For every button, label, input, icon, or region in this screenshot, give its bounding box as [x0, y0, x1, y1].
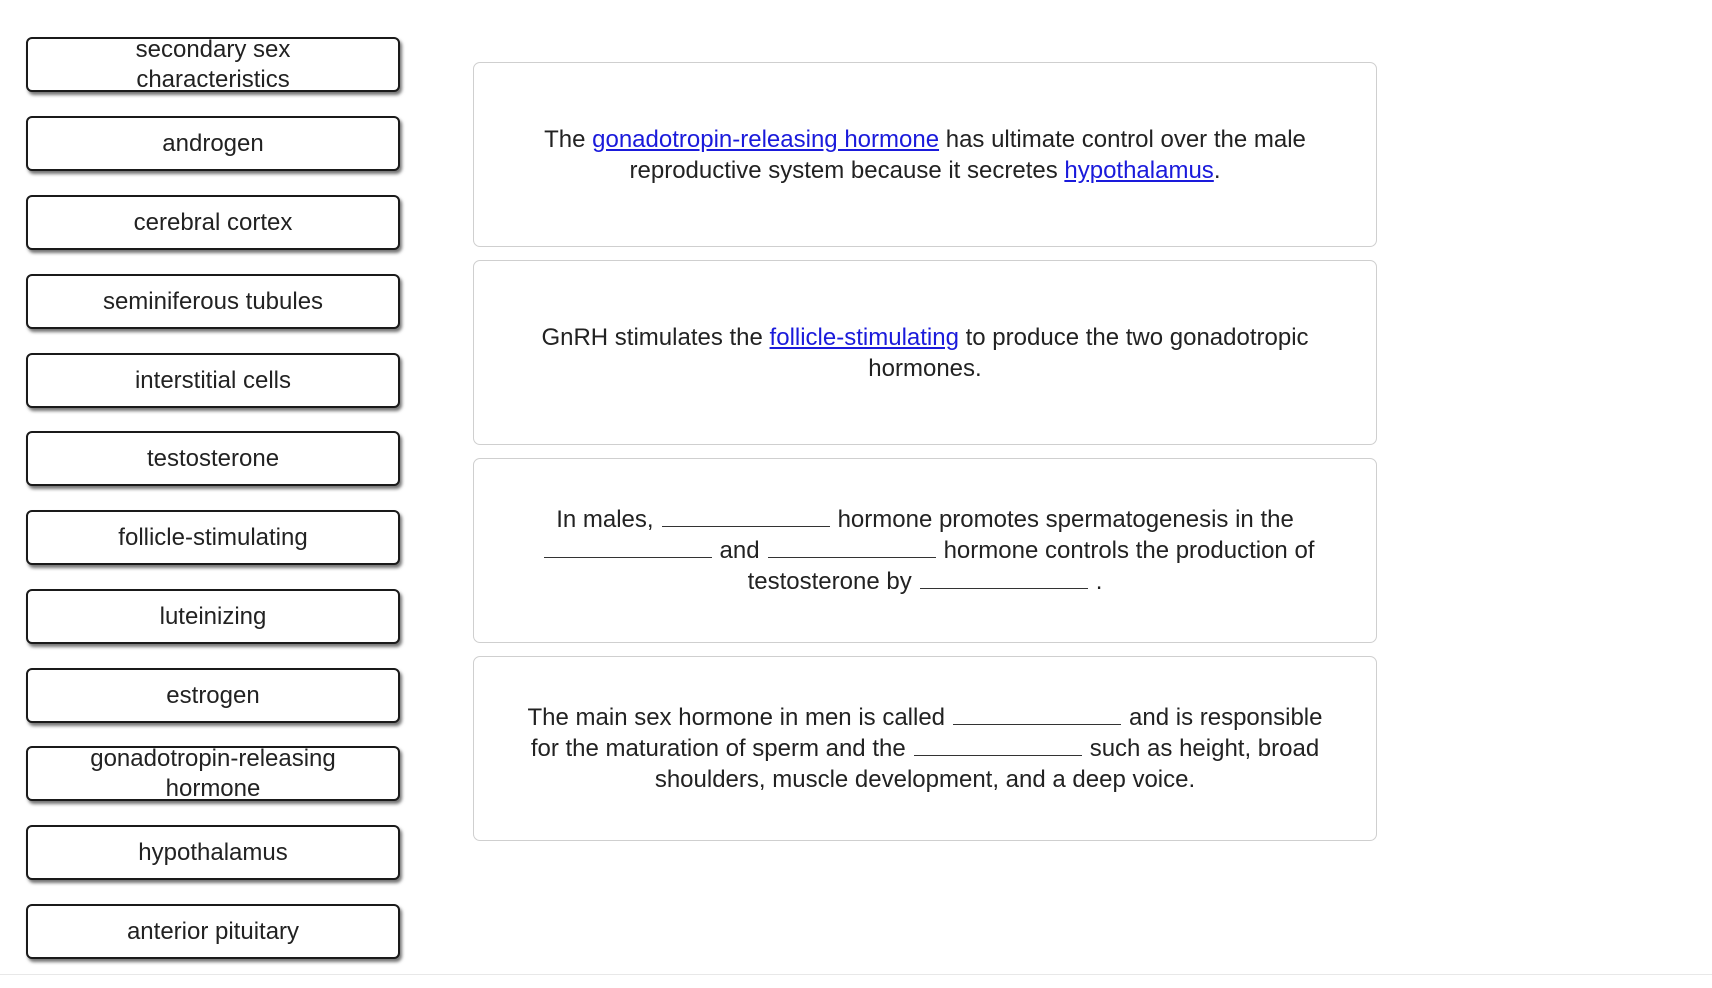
term-label: hypothalamus [138, 838, 288, 866]
term-gonadotropin-releasing-hormone[interactable] [26, 746, 400, 801]
term-estrogen[interactable] [26, 668, 400, 723]
term-androgen[interactable] [26, 116, 400, 171]
statement-box-1 [473, 62, 1377, 247]
statement-text-part: GnRH stimulates the [541, 323, 770, 351]
term-hypothalamus[interactable] [26, 825, 400, 880]
statement-box-2 [473, 260, 1377, 445]
drop-blank[interactable] [768, 535, 936, 558]
statement-text [515, 322, 1335, 384]
drop-blank[interactable] [920, 566, 1088, 589]
drop-blank[interactable] [914, 733, 1082, 756]
statement-box-4 [473, 656, 1377, 841]
statement-text-part: In males, [556, 506, 654, 533]
statement-text-part: and [719, 537, 760, 564]
placed-answer[interactable]: hypothalamus [1064, 156, 1214, 184]
term-label: seminiferous tubules [102, 287, 324, 315]
drop-blank[interactable] [953, 702, 1121, 725]
statement-text-part: hormone controls the production of testosterone by [747, 537, 1315, 595]
term-label: follicle-stimulating [118, 523, 308, 551]
drop-blank[interactable] [662, 504, 830, 527]
term-label: cerebral cortex [133, 208, 293, 236]
statement-text-part: The [544, 125, 593, 153]
statement-text [515, 702, 1335, 795]
term-luteinizing[interactable] [26, 589, 400, 644]
statement-text-part: . [1213, 156, 1221, 184]
term-secondary-sex-characteristics[interactable] [26, 37, 400, 92]
footer-divider [0, 974, 1712, 975]
statement-text-part: hormone promotes spermatogenesis in the [837, 506, 1294, 533]
term-interstitial-cells[interactable] [26, 353, 400, 408]
statement-text [515, 504, 1335, 597]
term-anterior-pituitary[interactable] [26, 904, 400, 959]
term-label: testosterone [146, 444, 280, 472]
statement-text-part: The main sex hormone in men is called [527, 704, 946, 731]
placed-answer[interactable]: follicle-stimulating [769, 323, 959, 351]
term-label: estrogen [166, 681, 260, 709]
term-label: secondary sex characteristics [135, 35, 291, 93]
statement-text-part: has ultimate control over the male reproductive system because it secretes [629, 125, 1306, 184]
term-label: androgen [162, 129, 264, 157]
statement-text-part: and is responsible for the maturation of sperm and the [530, 704, 1323, 762]
term-cerebral-cortex[interactable] [26, 195, 400, 250]
statement-text-part: to produce the two gonadotropic hormones. [868, 323, 1309, 382]
statement-text [515, 124, 1335, 186]
term-label: luteinizing [159, 602, 267, 630]
term-label: gonadotropin-releasing hormone [90, 744, 336, 802]
placed-answer[interactable]: gonadotropin-releasing hormone [592, 125, 940, 153]
term-follicle-stimulating[interactable] [26, 510, 400, 565]
term-seminiferous-tubules[interactable] [26, 274, 400, 329]
statement-text-part: . [1095, 568, 1103, 595]
statement-text-part: such as height, broad shoulders, muscle development, and a deep voice. [654, 735, 1320, 793]
drop-blank[interactable] [544, 535, 712, 558]
term-label: anterior pituitary [126, 917, 300, 945]
statement-box-3 [473, 458, 1377, 643]
term-testosterone[interactable] [26, 431, 400, 486]
term-label: interstitial cells [134, 366, 292, 394]
